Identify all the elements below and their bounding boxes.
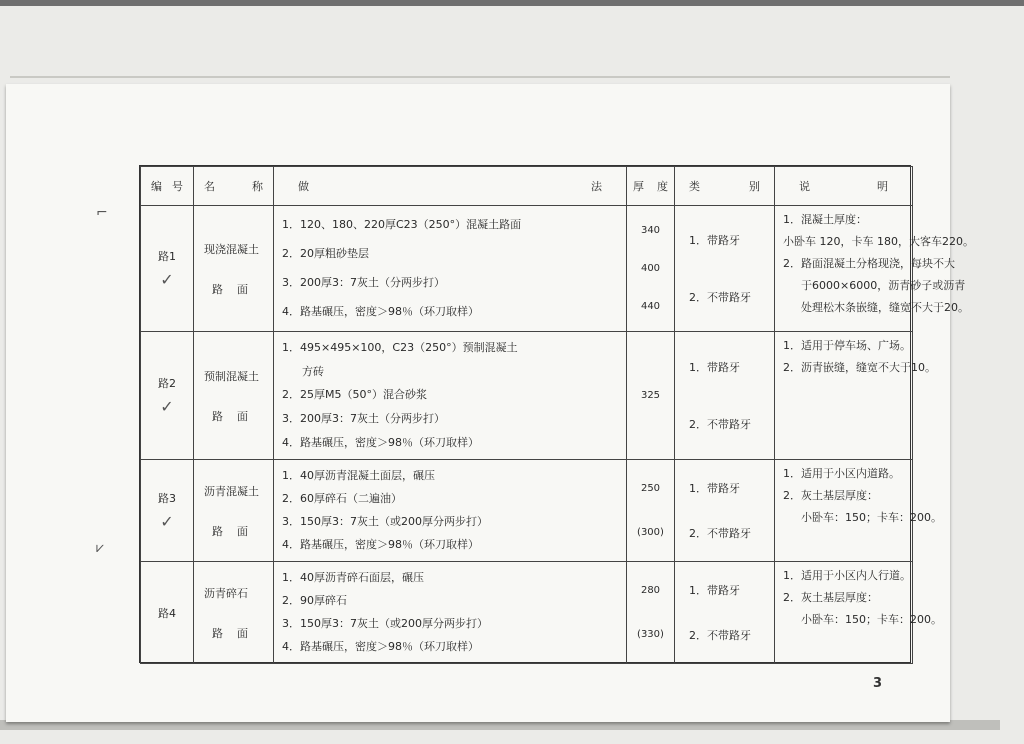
table-row <box>141 332 913 460</box>
type-value: 1．带路牙 <box>689 482 740 496</box>
row-name: 现浇混凝土 <box>204 242 259 256</box>
method-line: 1．120、180、220厚C23（250°）混凝土路面 <box>282 217 522 231</box>
type-value: 2．不带路牙 <box>689 290 751 304</box>
type-value: 2．不带路牙 <box>689 418 751 432</box>
row-name-suffix: 路面 <box>212 626 262 640</box>
thickness-value: 340 <box>640 225 661 237</box>
note-line: 2．灰土基层厚度： <box>783 489 878 502</box>
margin-mark: ⌐ <box>96 205 108 221</box>
thickness-value: 440 <box>640 300 661 312</box>
note-line: 1．混凝土厚度： <box>783 213 867 226</box>
method-line: 3．200厚3：7灰土（分两步打） <box>282 412 445 426</box>
row-code: 路1 <box>158 250 176 263</box>
note-line: 小卧车 120，卡车 180，大客车220。 <box>783 235 974 248</box>
road-spec-table <box>139 165 974 663</box>
thickness-value: (300) <box>637 527 664 539</box>
row-name: 沥青碎石 <box>204 586 248 600</box>
row-name: 预制混凝土 <box>204 369 259 383</box>
page-edge-line <box>10 76 950 78</box>
method-line: 2．25厚M5（50°）混合砂浆 <box>282 388 427 402</box>
method-line: 2．90厚碎石 <box>282 593 347 607</box>
row-code: 路2 <box>158 377 176 390</box>
method-line: 2．60厚碎石（二遍油） <box>282 491 402 505</box>
header-note: 说 明 <box>775 167 913 206</box>
note-line: 2．路面混凝土分格现浇，每块不大 <box>783 257 955 270</box>
header-code: 编 号 <box>141 167 194 206</box>
note-line: 2．灰土基层厚度： <box>783 591 878 604</box>
page-number: 3 <box>873 676 883 691</box>
thickness-value: 400 <box>640 262 661 274</box>
type-value: 1．带路牙 <box>689 584 740 598</box>
type-value: 2．不带路牙 <box>689 628 751 642</box>
note-line: 小卧车：150；卡车：200。 <box>801 511 942 524</box>
method-line: 1．495×495×100，C23（250°）预制混凝土 <box>282 340 518 354</box>
row-name-suffix: 路面 <box>212 409 262 423</box>
thickness-value: 250 <box>640 482 661 494</box>
header-thickness: 厚 度 <box>627 167 675 206</box>
type-value: 1．带路牙 <box>689 360 740 374</box>
note-line: 1．适用于小区内人行道。 <box>783 569 911 582</box>
thickness-value: 280 <box>640 584 661 596</box>
method-line: 4．路基碾压，密度＞98％（环刀取样） <box>282 640 479 654</box>
table-row <box>141 562 913 664</box>
note-line: 小卧车：150；卡车：200。 <box>801 613 942 626</box>
header-name: 名 称 <box>194 167 274 206</box>
type-value: 1．带路牙 <box>689 234 740 248</box>
method-line: 4．路基碾压，密度＞98％（环刀取样） <box>282 538 479 552</box>
method-line: 4．路基碾压，密度＞98％（环刀取样） <box>282 305 479 319</box>
table-row <box>141 460 913 562</box>
table-header-row <box>141 167 913 206</box>
note-line: 处理松木条嵌缝，缝宽不大于20。 <box>801 301 969 314</box>
thickness-value: 325 <box>640 390 661 401</box>
header-type: 类 别 <box>675 167 775 206</box>
margin-mark: ⩗ <box>96 540 104 556</box>
method-line: 方砖 <box>302 364 324 378</box>
type-value: 2．不带路牙 <box>689 526 751 540</box>
note-line: 2．沥青嵌缝，缝宽不大于10。 <box>783 361 936 374</box>
method-line: 3．150厚3：7灰土（或200厚分两步打） <box>282 617 488 631</box>
note-line: 1．适用于停车场、广场。 <box>783 339 911 352</box>
method-line: 1．40厚沥青混凝土面层，碾压 <box>282 468 435 482</box>
check-mark-icon: ✓ <box>160 512 174 531</box>
method-line: 2．20厚粗砂垫层 <box>282 246 369 260</box>
row-name: 沥青混凝土 <box>204 484 259 498</box>
table-row <box>141 206 913 332</box>
method-line: 4．路基碾压，密度＞98％（环刀取样） <box>282 436 479 450</box>
row-code: 路3 <box>158 492 176 505</box>
method-line: 3．200厚3：7灰土（分两步打） <box>282 276 445 290</box>
check-mark-icon: ✓ <box>160 270 174 289</box>
row-name-suffix: 路面 <box>212 282 262 296</box>
header-method: 做 法 <box>274 167 627 206</box>
row-code: 路4 <box>158 606 176 620</box>
note-line: 1．适用于小区内道路。 <box>783 467 900 480</box>
row-name-suffix: 路面 <box>212 524 262 538</box>
check-mark-icon: ✓ <box>160 397 174 416</box>
method-line: 3．150厚3：7灰土（或200厚分两步打） <box>282 515 488 529</box>
note-line: 于6000×6000，沥青砂子或沥青 <box>801 279 966 292</box>
method-line: 1．40厚沥青碎石面层，碾压 <box>282 570 424 584</box>
thickness-value: (330) <box>637 629 664 641</box>
